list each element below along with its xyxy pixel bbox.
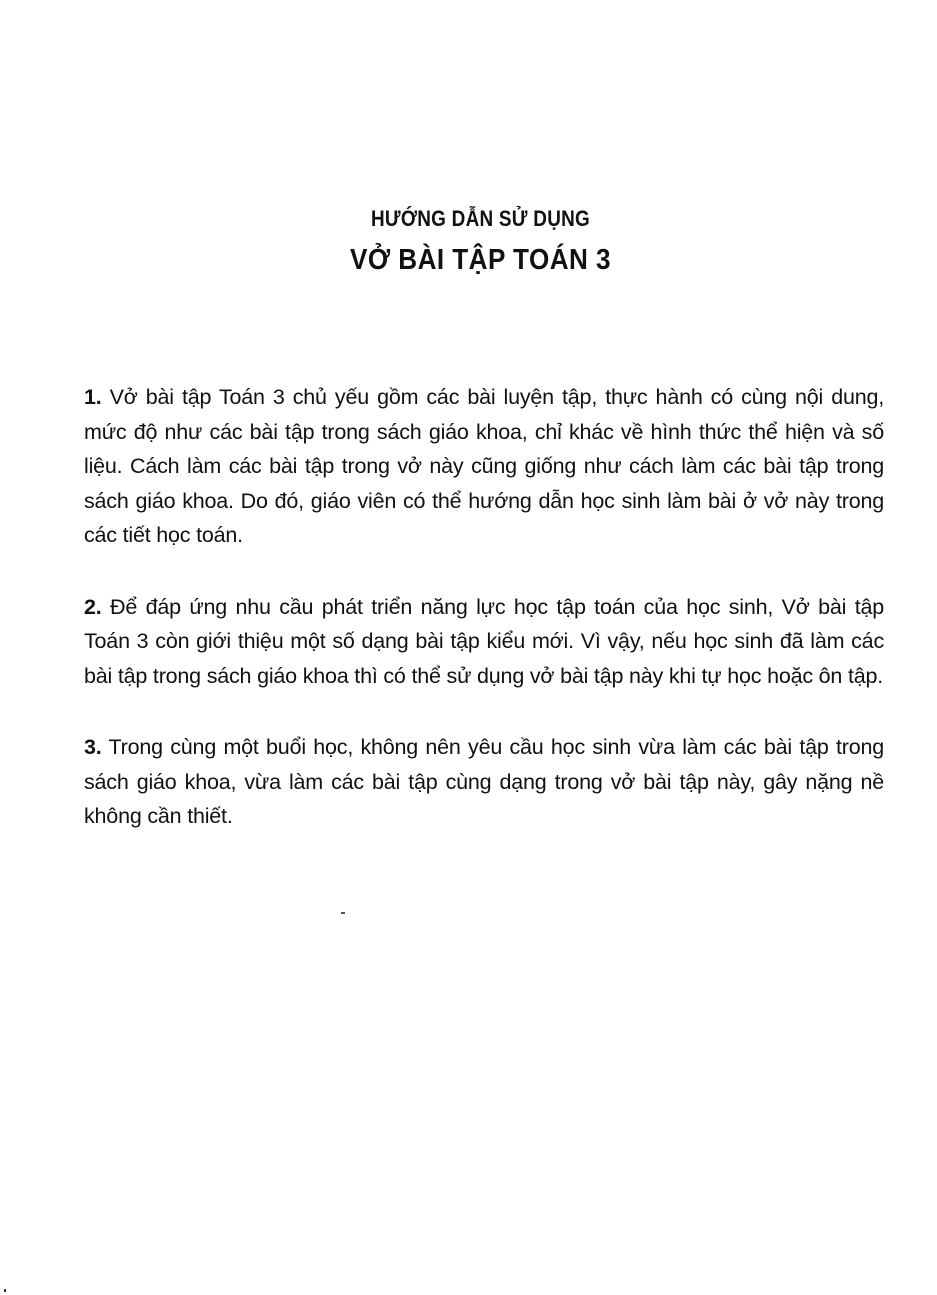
scan-speck bbox=[4, 1289, 6, 1292]
instruction-paragraph-3 bbox=[84, 730, 884, 834]
paragraph-number: 2. bbox=[84, 594, 102, 619]
title-block bbox=[0, 202, 937, 280]
paragraph-text: Trong cùng một buổi học, không nên yêu cầu học sinh vừa làm các bài tập trong sách giáo khoa, vừa làm các bài tập cùng dạng trong vở bài tập này, gây nặng nề không cần thiết. bbox=[84, 735, 884, 828]
paragraph-number: 1. bbox=[84, 385, 102, 409]
instructions-body bbox=[84, 380, 884, 871]
stray-mark bbox=[341, 912, 345, 914]
instruction-paragraph-2 bbox=[84, 590, 884, 694]
instruction-paragraph-1 bbox=[84, 380, 884, 553]
paragraph-number: 3. bbox=[84, 735, 102, 759]
page-subtitle: HƯỚNG DẪN SỬ DỤNG bbox=[370, 206, 591, 231]
page-title: VỞ BÀI TẬP TOÁN 3 bbox=[350, 244, 611, 276]
paragraph-text: Để đáp ứng nhu cầu phát triển năng lực học tập toán của học sinh, Vở bài tập Toán 3 còn giới thiệu một số dạng bài tập kiểu mới. Vì vậy, nếu học sinh đã làm các bài tập trong sách giáo khoa thì có thể sử dụng vở bài tập này khi tự học hoặc ôn tập. bbox=[84, 594, 885, 688]
paragraph-text: Vở bài tập Toán 3 chủ yếu gồm các bài luyện tập, thực hành có cùng nội dung, mức độ như các bài tập trong sách giáo khoa, chỉ khác về hình thức thể hiện và số liệu. Cách làm các bài tập trong vở này cũng giống như cách làm các bài tập trong sách giáo khoa. Do đó, giáo viên có thể hướng dẫn học sinh làm bài ở vở này trong các tiết học toán. bbox=[84, 385, 885, 547]
